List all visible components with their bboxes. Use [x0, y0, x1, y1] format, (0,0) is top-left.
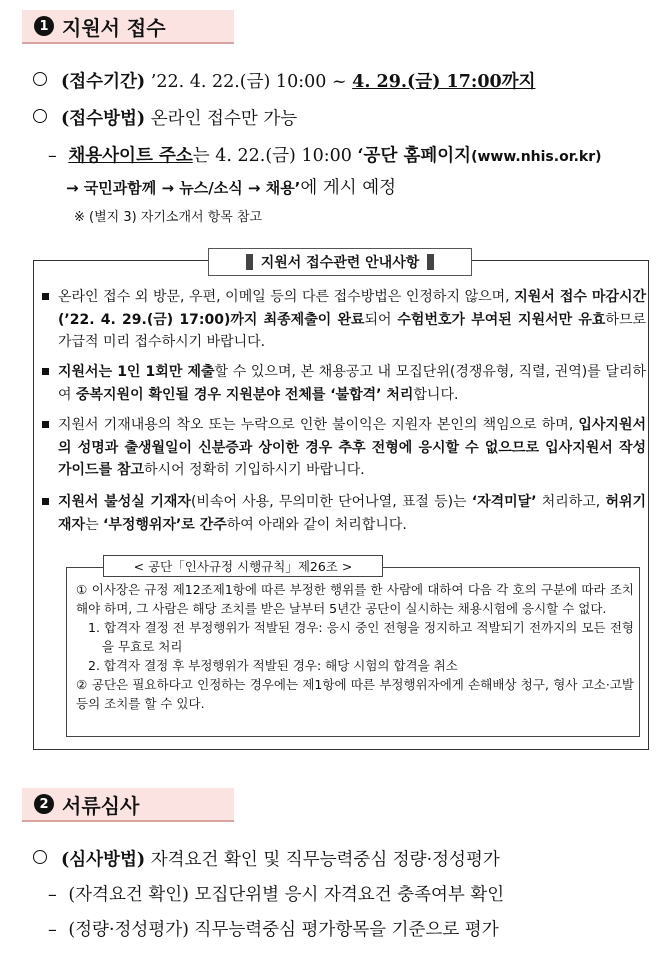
b4-text: 는	[85, 516, 104, 533]
rule-title: < 공단「인사규정 시행규칙」제26조 >	[103, 555, 383, 577]
notice-bullet-2	[40, 361, 646, 406]
method-line	[33, 105, 297, 130]
b4-bold: ‘부정행위자’로 간주	[103, 516, 227, 533]
review-item-2	[48, 916, 499, 941]
rule-paragraph-1: ① 이사장은 규정 제12조제1항에 따른 부정한 행위를 한 사람에 대하여 다음 각 호의 구분에 따라 조치해야 하며, 그 사람은 해당 조치를 받은 날부터 5년간 공단이 실시하는 채용시험에 응시할 수 없다.	[76, 582, 634, 616]
circle-bullet-icon	[33, 850, 47, 864]
period-value: ’22. 4. 22.(금) 10:00 ~	[150, 72, 353, 92]
notice-bullet-3	[40, 414, 646, 482]
self-intro-note: ※ (별지 3) 자기소개서 항목 참고	[74, 210, 263, 225]
notice-title	[208, 248, 472, 276]
b3-text: 하시어 정확히 기입하시기 바랍니다.	[144, 462, 365, 478]
review-method-line	[33, 846, 500, 871]
review-item-2-text: (정량·정성평가) 직무능력중심 평가항목을 기준으로 평가	[68, 920, 499, 940]
b4-bold: 지원서 불성실 기재자	[58, 494, 191, 510]
rule-paragraph-2: ② 공단은 필요하다고 인정하는 경우에는 제1항에 따른 부정행위자에게 손해배상 청구, 형사 고소·고발 등의 조치를 할 수 있다.	[76, 677, 634, 711]
rule-subitem-2: 2. 합격자 결정 후 부정행위가 적발된 경우: 해당 시험의 합격을 취소	[88, 658, 458, 673]
notice-bullet-4	[40, 491, 646, 536]
notice-title-text: 지원서 접수관련 안내사항	[260, 255, 420, 271]
b4-bold: ‘자격미달’	[471, 494, 537, 510]
b1-bold: 수험번호가 부여된 지원서만 유효	[397, 311, 606, 328]
section2-number-badge: 2	[34, 794, 54, 814]
site-tail: 에 게시 예정	[300, 178, 397, 198]
b1-bold: 지원서 접수 마감시간(’22. 4. 29.(금) 17:00)까지 최종제출이 완료	[58, 289, 646, 328]
circle-bullet-icon	[33, 72, 47, 86]
section2-title: 서류심사	[62, 793, 140, 818]
site-url: (www.nhis.or.kr)	[471, 149, 602, 165]
dash-marker: –	[48, 920, 57, 940]
b2-bold: 지원서는 1인 1회만 제출	[58, 364, 215, 380]
b4-text: 처리하고,	[536, 494, 606, 510]
site-label: 채용사이트 주소	[68, 146, 193, 166]
period-end: 4. 29.(금) 17:00까지	[352, 72, 536, 92]
review-method-label: (심사방법)	[61, 850, 146, 870]
review-method-value: 자격요건 확인 및 직무능력중심 정량·정성평가	[150, 850, 500, 870]
square-marker-icon	[246, 254, 253, 270]
period-label: (접수기간)	[61, 72, 146, 92]
site-bold: ‘공단 홈페이지	[357, 146, 472, 166]
method-value: 온라인 접수만 가능	[150, 109, 298, 129]
section2-header	[22, 788, 234, 822]
section1-title: 지원서 접수	[62, 15, 166, 40]
section1-header	[22, 10, 234, 44]
square-marker-icon	[427, 254, 434, 270]
b4-text: 하여 아래와 같이 처리합니다.	[226, 516, 407, 533]
notice-bullet-1	[40, 286, 646, 354]
dash-marker: –	[48, 146, 57, 166]
review-item-1-text: (자격요건 확인) 모집단위별 응시 자격요건 충족여부 확인	[68, 885, 505, 905]
review-item-1	[48, 881, 504, 906]
site-text: 는 4. 22.(금) 10:00	[192, 146, 358, 166]
method-label: (접수방법)	[61, 109, 146, 129]
b1-text: 되어	[364, 311, 398, 328]
b4-bold: 허위기재자	[58, 494, 647, 533]
site-path-line	[66, 174, 396, 199]
section1-number-badge: 1	[34, 16, 54, 36]
b2-text: 합니다.	[413, 386, 459, 403]
b3-bold: 입사지원서의 성명과 출생월일이 신분증과 상이한 경우 추후 전형에 응시할 수 없으므로 입사지원서 작성 가이드를 참고	[58, 417, 646, 478]
rule-text	[76, 580, 634, 713]
b4-text: (비속어 사용, 무의미한 단어나열, 표절 등)는	[190, 494, 472, 510]
b2-text: 할 수 있으며, 본 채용공고 내 모집단위(경쟁유형, 직렬, 권역)를 달리하여	[58, 364, 646, 403]
site-line	[48, 142, 602, 167]
b1-text: 온라인 접수 외 방문, 우편, 이메일 등의 다른 접수방법은 인정하지 않으며,	[58, 289, 515, 305]
b1-text: 하므로 가급적 미리 접수하시기 바랍니다.	[58, 311, 646, 350]
circle-bullet-icon	[33, 109, 47, 123]
b3-text: 지원서 기재내용의 착오 또는 누락으로 인한 불이익은 지원자 본인의 책임으로 하며,	[58, 417, 579, 433]
b2-bold: 중복지원이 확인될 경우 지원분야 전체를 ‘불합격’ 처리	[75, 386, 414, 403]
rule-subitem-1: 1. 합격자 결정 전 부정행위가 적발된 경우: 응시 중인 전형을 정지하고 적발되기 전까지의 모든 전형을 무효로 처리	[88, 620, 634, 654]
period-line	[33, 68, 536, 93]
site-path: → 국민과함께 → 뉴스/소식 → 채용’	[66, 179, 301, 197]
dash-marker: –	[48, 885, 57, 905]
